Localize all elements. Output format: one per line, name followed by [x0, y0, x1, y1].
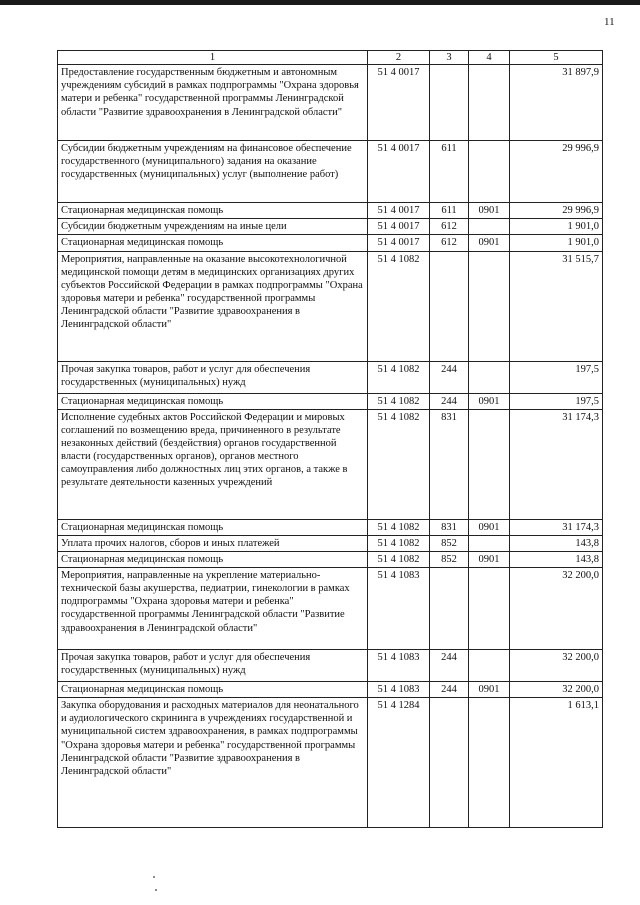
row-expense-type: 244 [430, 393, 469, 409]
row-section [469, 650, 510, 682]
row-amount: 1 901,0 [510, 219, 603, 235]
table-row [58, 235, 603, 251]
table-row [58, 551, 603, 567]
row-section: 0901 [469, 682, 510, 698]
row-section: 0901 [469, 393, 510, 409]
table-row [58, 682, 603, 698]
row-amount: 31 174,3 [510, 409, 603, 519]
row-name: Мероприятия, направленные на оказание высокотехнологичной медицинской помощи детям в медицинских организациях других субъектов Российской Федерации в рамках подпрограммы "Охрана здоровья матери и ребенка" государственной программы Ленинградской области "Развитие здравоохранения в Ленинградской области" [58, 251, 368, 361]
row-section [469, 361, 510, 393]
budget-table [57, 50, 603, 828]
row-amount: 31 897,9 [510, 65, 603, 141]
table-row [58, 251, 603, 361]
table-row [58, 519, 603, 535]
table-row [58, 698, 603, 828]
row-expense-type: 831 [430, 409, 469, 519]
row-expense-type: 831 [430, 519, 469, 535]
row-name: Предоставление государственным бюджетным и автономным учреждениям субсидий в рамках подпрограммы "Охрана здоровья матери и ребенка" государственной программы Ленинградской области "Развитие здравоохранения в Ленинградской области" [58, 65, 368, 141]
row-section [469, 568, 510, 650]
row-amount: 1 901,0 [510, 235, 603, 251]
table-row [58, 409, 603, 519]
row-amount: 29 996,9 [510, 141, 603, 203]
table-row [58, 568, 603, 650]
row-code: 51 4 0017 [368, 219, 430, 235]
row-amount: 31 515,7 [510, 251, 603, 361]
row-name: Уплата прочих налогов, сборов и иных платежей [58, 535, 368, 551]
row-code: 51 4 1082 [368, 409, 430, 519]
row-code: 51 4 0017 [368, 141, 430, 203]
row-amount: 197,5 [510, 393, 603, 409]
row-expense-type: 852 [430, 535, 469, 551]
row-name: Исполнение судебных актов Российской Федерации и мировых соглашений по возмещению вреда, причиненного в результате незаконных действий (бездействия) органов государственной власти (государственных органов), органов местного самоуправления либо должностных лиц этих органов, а также в результате деятельности казенных учреждений [58, 409, 368, 519]
row-expense-type: 612 [430, 219, 469, 235]
row-section [469, 535, 510, 551]
row-code: 51 4 0017 [368, 65, 430, 141]
row-name: Стационарная медицинская помощь [58, 551, 368, 567]
row-section [469, 219, 510, 235]
page-number: 11 [604, 16, 615, 28]
row-amount: 29 996,9 [510, 203, 603, 219]
table-row [58, 361, 603, 393]
row-code: 51 4 1082 [368, 251, 430, 361]
table-row [58, 65, 603, 141]
row-section: 0901 [469, 519, 510, 535]
row-name: Стационарная медицинская помощь [58, 519, 368, 535]
row-expense-type [430, 568, 469, 650]
row-amount: 31 174,3 [510, 519, 603, 535]
row-code: 51 4 1082 [368, 551, 430, 567]
row-expense-type: 852 [430, 551, 469, 567]
row-amount: 143,8 [510, 551, 603, 567]
scan-top-edge [0, 0, 640, 5]
row-section: 0901 [469, 203, 510, 219]
row-code: 51 4 1083 [368, 650, 430, 682]
row-name: Субсидии бюджетным учреждениям на иные цели [58, 219, 368, 235]
row-expense-type: 244 [430, 650, 469, 682]
row-code: 51 4 0017 [368, 235, 430, 251]
row-name: Прочая закупка товаров, работ и услуг для обеспечения государственных (муниципальных) нужд [58, 650, 368, 682]
row-expense-type [430, 251, 469, 361]
row-section [469, 251, 510, 361]
column-header: 3 [430, 51, 469, 65]
row-amount: 143,8 [510, 535, 603, 551]
row-amount: 32 200,0 [510, 682, 603, 698]
row-name: Субсидии бюджетным учреждениям на финансовое обеспечение государственного (муниципального) задания на оказание государственных (муниципальных) услуг (выполнение работ) [58, 141, 368, 203]
row-expense-type: 611 [430, 203, 469, 219]
table-row [58, 141, 603, 203]
table-row [58, 650, 603, 682]
row-section [469, 698, 510, 828]
column-header: 1 [58, 51, 368, 65]
header-row [58, 51, 603, 65]
row-section [469, 409, 510, 519]
row-amount: 1 613,1 [510, 698, 603, 828]
row-section: 0901 [469, 235, 510, 251]
row-name: Стационарная медицинская помощь [58, 235, 368, 251]
column-header: 4 [469, 51, 510, 65]
row-expense-type: 244 [430, 682, 469, 698]
table-row [58, 535, 603, 551]
row-expense-type: 611 [430, 141, 469, 203]
row-code: 51 4 1082 [368, 535, 430, 551]
row-section [469, 65, 510, 141]
column-header: 5 [510, 51, 603, 65]
scan-speck [155, 889, 157, 891]
row-code: 51 4 0017 [368, 203, 430, 219]
table-row [58, 393, 603, 409]
row-expense-type: 612 [430, 235, 469, 251]
row-code: 51 4 1083 [368, 568, 430, 650]
table-body [58, 65, 603, 828]
row-name: Стационарная медицинская помощь [58, 393, 368, 409]
row-name: Закупка оборудования и расходных материалов для неонатального и аудиологического скрининга в учреждениях государственной и муниципальной систем здравоохранения, в рамках подпрограммы "Охрана здоровья матери и ребенка" государственной программы Ленинградской области "Развитие здравоохранения в Ленинградской области" [58, 698, 368, 828]
row-code: 51 4 1082 [368, 393, 430, 409]
row-code: 51 4 1082 [368, 361, 430, 393]
row-amount: 197,5 [510, 361, 603, 393]
table-row [58, 203, 603, 219]
row-expense-type [430, 65, 469, 141]
row-expense-type: 244 [430, 361, 469, 393]
scan-speck [153, 876, 155, 878]
row-name: Прочая закупка товаров, работ и услуг для обеспечения государственных (муниципальных) нужд [58, 361, 368, 393]
row-section: 0901 [469, 551, 510, 567]
row-amount: 32 200,0 [510, 568, 603, 650]
column-header: 2 [368, 51, 430, 65]
row-name: Стационарная медицинская помощь [58, 203, 368, 219]
row-amount: 32 200,0 [510, 650, 603, 682]
row-name: Мероприятия, направленные на укрепление материально-технической базы акушерства, педиатрии, гинекологии в рамках подпрограммы "Охрана здоровья матери и ребенка" государственной программы Ленинградской области "Развитие здравоохранения в Ленинградской области" [58, 568, 368, 650]
table-row [58, 219, 603, 235]
row-name: Стационарная медицинская помощь [58, 682, 368, 698]
row-section [469, 141, 510, 203]
row-code: 51 4 1284 [368, 698, 430, 828]
row-code: 51 4 1082 [368, 519, 430, 535]
row-code: 51 4 1083 [368, 682, 430, 698]
row-expense-type [430, 698, 469, 828]
